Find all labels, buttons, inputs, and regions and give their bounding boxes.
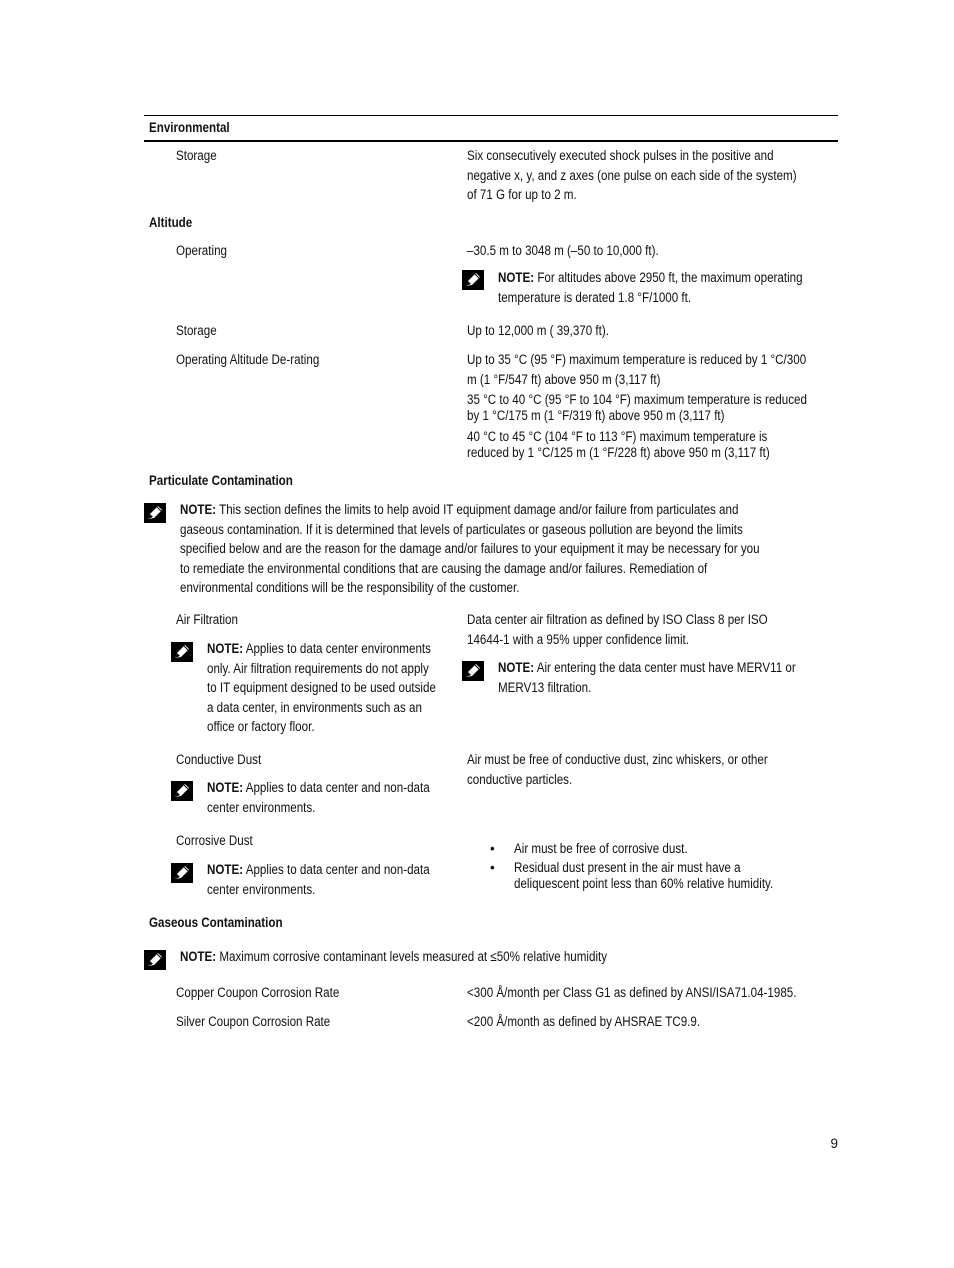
derating-paragraph-1: Up to 35 °C (95 °F) maximum temperature is reduced by 1 °C/300 m (1 °F/547 ft) above 950 m (3,117 ft) <box>467 352 807 387</box>
silver-value: <200 Å/month as defined by AHSRAE TC9.9. <box>467 1014 701 1029</box>
note-label: NOTE: <box>207 862 244 877</box>
derating-paragraph-3: 40 °C to 45 °C (104 °F to 113 °F) maximum temperature is reduced by 1 °C/125 m (1 °F/228 ft) above 950 m (3,117 ft) <box>467 429 770 460</box>
note-icon <box>171 642 193 662</box>
note-icon <box>144 503 166 523</box>
air-filtration-label: Air Filtration <box>176 612 238 627</box>
gaseous-note: NOTE: Maximum corrosive contaminant levels measured at ≤50% relative humidity <box>180 949 608 964</box>
altitude-operating-label: Operating <box>176 243 227 258</box>
particulate-heading: Particulate Contamination <box>149 473 293 488</box>
derating-label: Operating Altitude De-rating <box>176 352 320 367</box>
copper-label: Copper Coupon Corrosion Rate <box>176 985 340 1000</box>
corrosive-dust-note: NOTE: Applies to data center and non-data center environments. <box>207 862 430 897</box>
silver-label: Silver Coupon Corrosion Rate <box>176 1014 331 1029</box>
note-label: NOTE: <box>498 270 535 285</box>
air-filtration-right-note: NOTE: Air entering the data center must have MERV11 or MERV13 filtration. <box>498 660 796 695</box>
table-header: Environmental <box>149 120 230 135</box>
altitude-heading: Altitude <box>149 215 193 230</box>
note-icon <box>171 781 193 801</box>
conductive-dust-note: NOTE: Applies to data center and non-data center environments. <box>207 780 430 815</box>
note-icon <box>144 950 166 970</box>
gaseous-heading: Gaseous Contamination <box>149 915 283 930</box>
storage-label: Storage <box>176 148 217 163</box>
bullet-icon: • <box>490 841 495 856</box>
altitude-storage-value: Up to 12,000 m ( 39,370 ft). <box>467 323 609 338</box>
corrosive-dust-label: Corrosive Dust <box>176 833 253 848</box>
note-label: NOTE: <box>207 780 244 795</box>
note-label: NOTE: <box>207 641 244 656</box>
corrosive-dust-bullet-1: Air must be free of corrosive dust. <box>514 841 688 856</box>
particulate-note: NOTE: This section defines the limits to help avoid IT equipment damage and/or failure from particulates and gaseous contamination. If it is determined that levels of particulates or gaseous pollution are beyond the limits specified below and are the reason for the damage and/or failures to your equipment it may be necessary for you to remediate the environmental conditions that are causing the damage and/or failures. Remediation of environmental conditions will be the responsibility of the customer. <box>180 502 760 595</box>
conductive-dust-label: Conductive Dust <box>176 752 262 767</box>
derating-paragraph-2: 35 °C to 40 °C (95 °F to 104 °F) maximum temperature is reduced by 1 °C/175 m (1 °F/319 ft) above 950 m (3,117 ft) <box>467 392 807 423</box>
page-number: 9 <box>830 1136 838 1151</box>
copper-value: <300 Å/month per Class G1 as defined by ANSI/ISA71.04-1985. <box>467 985 797 1000</box>
note-icon <box>171 863 193 883</box>
note-label: NOTE: <box>180 949 217 964</box>
altitude-operating-value: –30.5 m to 3048 m (–50 to 10,000 ft). <box>467 243 659 258</box>
air-filtration-value: Data center air filtration as defined by ISO Class 8 per ISO 14644-1 with a 95% upper confidence limit. <box>467 612 768 647</box>
bullet-icon: • <box>490 860 495 875</box>
altitude-storage-label: Storage <box>176 323 217 338</box>
note-label: NOTE: <box>498 660 535 675</box>
note-label: NOTE: <box>180 502 217 517</box>
conductive-dust-value: Air must be free of conductive dust, zinc whiskers, or other conductive particles. <box>467 752 768 787</box>
storage-value: Six consecutively executed shock pulses in the positive and negative x, y, and z axes (one pulse on each side of the system) of 71 G for up to 2 m. <box>467 148 797 202</box>
air-filtration-left-note: NOTE: Applies to data center environments only. Air filtration requirements do not apply to IT equipment designed to be used outside a data center, in environments such as an office or factory floor. <box>207 641 436 734</box>
note-icon <box>462 661 484 681</box>
header-bottom-rule <box>144 140 838 142</box>
altitude-operating-note: NOTE: For altitudes above 2950 ft, the maximum operating temperature is derated 1.8 °F/1000 ft. <box>498 270 803 305</box>
header-top-rule <box>144 115 838 116</box>
corrosive-dust-bullet-2: Residual dust present in the air must have a deliquescent point less than 60% relative humidity. <box>514 860 774 891</box>
note-icon <box>462 270 484 290</box>
